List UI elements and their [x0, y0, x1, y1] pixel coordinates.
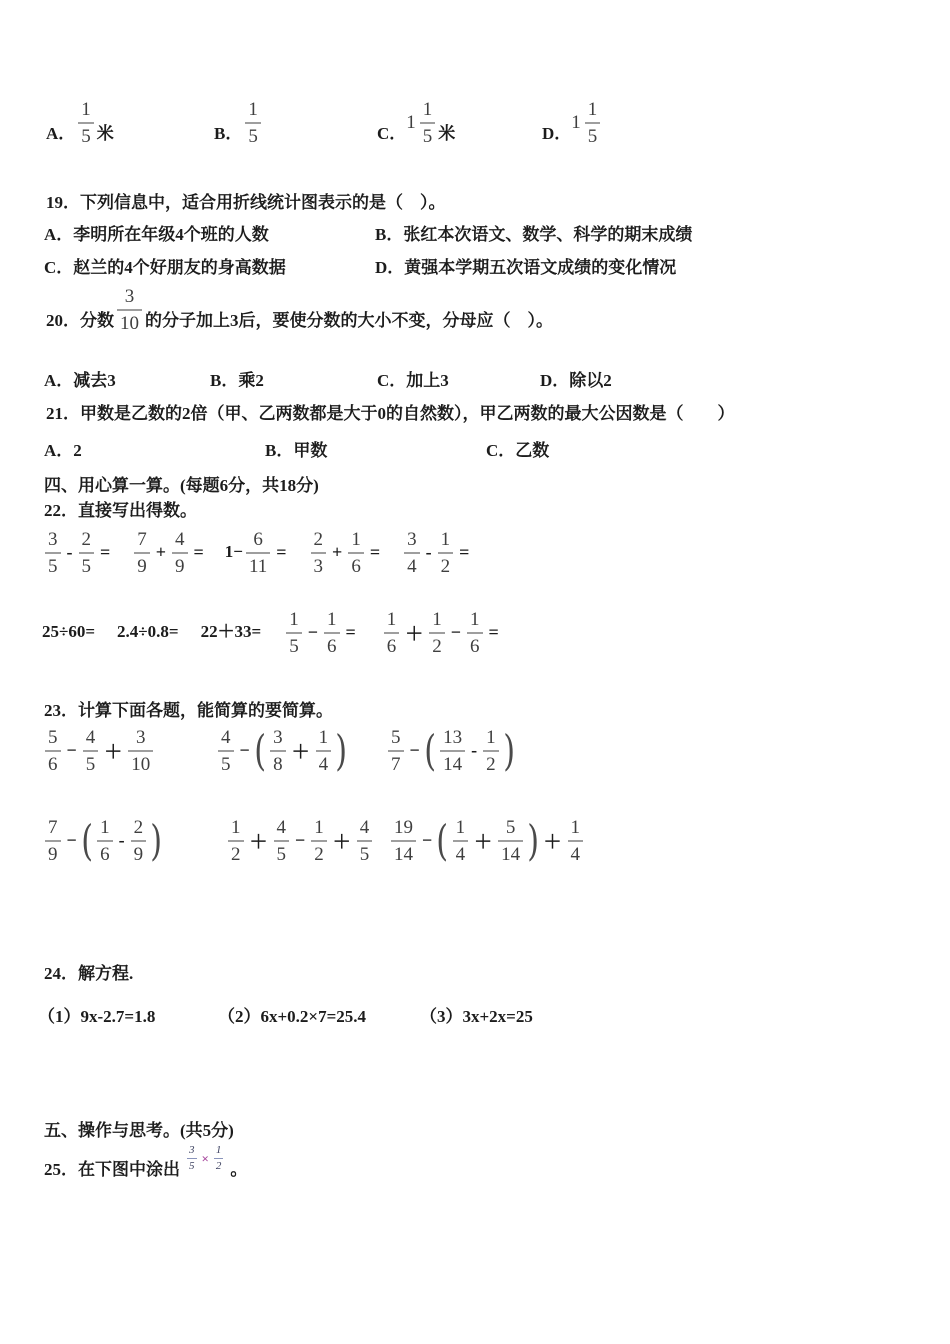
denominator: 10	[120, 312, 139, 334]
fraction	[467, 610, 483, 656]
denominator: 5	[81, 125, 91, 147]
q20-title	[46, 287, 553, 333]
operator: −	[450, 622, 462, 643]
operator: ＋	[291, 741, 310, 762]
denominator: 5	[248, 125, 258, 147]
section-4-heading: 四、用心算一算。(每题6分，共18分)	[44, 476, 319, 495]
parenthesis: (	[424, 725, 436, 775]
denominator: 4	[318, 753, 329, 775]
denominator: 4	[407, 555, 417, 577]
operator: -	[118, 830, 125, 851]
operator: ＋	[474, 831, 493, 852]
q22-expr-6	[42, 621, 95, 644]
q22-expr-9	[283, 610, 359, 656]
denominator: 5	[85, 753, 96, 775]
operator: −	[422, 830, 433, 851]
fraction	[316, 728, 332, 774]
operator: -	[425, 542, 432, 563]
numerator: 19	[394, 817, 413, 838]
q23-expr-5	[225, 818, 375, 864]
q23-expr-6	[388, 815, 586, 865]
numerator: 3	[48, 529, 58, 550]
fraction	[246, 530, 270, 576]
q19-option-a: A．李明所在年级4个班的人数	[44, 225, 269, 244]
denominator: 6	[327, 635, 337, 657]
denominator: 14	[443, 753, 463, 775]
operator: −	[66, 740, 77, 761]
q23-expr-3	[385, 725, 516, 775]
fraction	[117, 287, 142, 333]
parenthesis: )	[527, 815, 540, 865]
fraction	[311, 818, 327, 864]
q22-expr-5	[401, 530, 472, 576]
q18-option-c	[377, 100, 455, 146]
q21-option-c: C．乙数	[486, 441, 550, 460]
fraction	[214, 1145, 224, 1172]
operator: +	[332, 542, 343, 563]
fraction	[384, 610, 400, 656]
numerator: 2	[313, 529, 324, 550]
numerator: 1	[327, 609, 337, 630]
q23-expr-1	[42, 728, 156, 774]
fraction	[270, 728, 286, 774]
fraction	[187, 1145, 197, 1172]
math-text: 25÷60=	[42, 622, 96, 642]
numerator: 5	[48, 727, 58, 748]
parenthesis: (	[81, 815, 93, 865]
times-sign: ×	[201, 1150, 209, 1166]
parenthesis: )	[335, 725, 348, 775]
fraction	[45, 728, 61, 774]
numerator: 1	[100, 817, 110, 838]
q22-line2	[42, 610, 502, 656]
operator: =	[488, 622, 499, 643]
q24-title: 24．解方程.	[44, 964, 134, 983]
q22-expr-1	[42, 530, 113, 576]
math-text: C．	[377, 123, 407, 143]
operator: ＋	[405, 623, 424, 644]
numerator: 1	[314, 817, 324, 838]
parenthesis: )	[150, 815, 163, 865]
q20-option-a: A．减去3	[44, 371, 116, 390]
q18-option-a	[46, 100, 114, 146]
math-text: 1−	[224, 542, 243, 562]
operator: =	[100, 542, 111, 563]
denominator: 2	[440, 555, 451, 577]
q23-expr-4	[42, 815, 164, 865]
operator: =	[193, 542, 204, 563]
q23-title: 23．计算下面各题，能简算的要简算。	[44, 701, 333, 720]
math-text: 2.4÷0.8=	[117, 622, 179, 642]
operator: −	[307, 622, 319, 643]
denominator: 11	[248, 555, 268, 577]
numerator: 4	[276, 817, 286, 838]
q19-title: 19．下列信息中，适合用折线统计图表示的是（ ）。	[46, 193, 446, 212]
fraction	[245, 100, 261, 146]
math-text: 米	[438, 123, 456, 143]
denominator: 9	[133, 843, 144, 865]
denominator: 14	[394, 843, 413, 865]
fraction	[172, 530, 188, 576]
numerator: 4	[221, 727, 231, 748]
numerator: 4	[175, 529, 185, 550]
denominator: 10	[131, 753, 151, 775]
fraction	[131, 818, 147, 864]
q19-option-c: C．赵兰的4个好朋友的身高数据	[44, 258, 286, 277]
numerator: 1	[432, 609, 442, 630]
denominator: 4	[455, 843, 466, 865]
q20-option-b: B．乘2	[210, 371, 264, 390]
fraction	[568, 818, 584, 864]
denominator: 6	[470, 635, 480, 657]
fraction	[429, 610, 445, 656]
q23-expr-2	[215, 725, 349, 775]
fraction	[483, 728, 499, 774]
fraction	[404, 530, 420, 576]
fraction	[453, 818, 469, 864]
numerator: 3	[136, 727, 146, 748]
numerator: 1	[587, 99, 598, 120]
denominator: 2	[231, 843, 241, 865]
math-text: 20．分数	[46, 310, 114, 330]
fraction	[585, 100, 601, 146]
q18-option-d	[542, 100, 603, 146]
parenthesis: (	[254, 725, 266, 775]
numerator: 1	[81, 99, 91, 120]
numerator: 1	[351, 529, 361, 550]
q22-expr-7	[117, 621, 179, 644]
q25-title	[44, 1145, 247, 1182]
operator: =	[459, 542, 470, 563]
math-text: 1	[571, 111, 581, 133]
math-text: B．	[214, 123, 243, 143]
fraction	[79, 530, 95, 576]
q21-title: 21．甲数是乙数的2倍（甲、乙两数都是大于0的自然数），甲乙两数的最大公因数是（ ）	[46, 404, 735, 423]
numerator: 3	[407, 529, 417, 550]
numerator: 6	[253, 529, 263, 550]
q24-equation-2: （2）6x+0.2×7=25.4	[218, 1007, 367, 1026]
operator: ＋	[543, 831, 562, 852]
denominator: 4	[570, 843, 581, 865]
operator: =	[369, 542, 381, 563]
numerator: 4	[85, 727, 96, 748]
denominator: 9	[175, 555, 185, 577]
numerator: 5	[505, 817, 516, 838]
q24-equation-3: （3）3x+2x=25	[420, 1007, 533, 1026]
fraction	[311, 530, 327, 576]
fraction	[228, 818, 244, 864]
numerator: 1	[215, 1144, 222, 1156]
fraction	[45, 818, 61, 864]
fraction	[218, 728, 234, 774]
denominator: 6	[48, 753, 58, 775]
operator: −	[409, 740, 420, 761]
fraction	[83, 728, 99, 774]
denominator: 6	[351, 555, 361, 577]
denominator: 5	[276, 843, 286, 865]
q22-expr-2	[131, 530, 207, 576]
q21-option-b: B．甲数	[265, 441, 328, 460]
denominator: 5	[587, 125, 598, 147]
fraction	[440, 728, 465, 774]
parenthesis: )	[502, 725, 515, 775]
denominator: 5	[422, 125, 433, 147]
operator: ＋	[249, 831, 268, 852]
math-text: A．	[46, 123, 76, 143]
q19-option-d: D．黄强本学期五次语文成绩的变化情况	[375, 258, 677, 277]
operator: −	[66, 830, 77, 851]
numerator: 1	[455, 817, 466, 838]
numerator: 1	[289, 609, 299, 630]
denominator: 6	[100, 843, 110, 865]
numerator: 13	[443, 727, 463, 748]
fraction	[134, 530, 150, 576]
numerator: 4	[359, 817, 370, 838]
operator: -	[66, 542, 73, 563]
q21-option-a: A．2	[44, 441, 82, 460]
fraction	[391, 818, 416, 864]
numerator: 1	[386, 609, 397, 630]
fraction	[274, 818, 290, 864]
denominator: 5	[81, 555, 91, 577]
numerator: 5	[391, 727, 401, 748]
denominator: 2	[314, 843, 324, 865]
denominator: 14	[501, 843, 521, 865]
denominator: 2	[432, 635, 442, 657]
operator: ＋	[104, 741, 123, 762]
q22-expr-3	[225, 530, 290, 576]
q19-option-b: B．张红本次语文、数学、科学的期末成绩	[375, 225, 693, 244]
fraction	[438, 530, 454, 576]
math-text: 的分子加上3后，要使分数的大小不变，分母应（ ）。	[145, 310, 553, 330]
fraction	[388, 728, 404, 774]
operator: =	[345, 622, 356, 643]
denominator: 5	[289, 635, 299, 657]
fraction	[357, 818, 373, 864]
numerator: 1	[248, 99, 258, 120]
denominator: 5	[221, 753, 231, 775]
q22-title: 22．直接写出得数。	[44, 501, 197, 520]
fraction	[78, 100, 94, 146]
fraction	[128, 728, 153, 774]
numerator: 3	[124, 286, 135, 307]
fraction	[498, 818, 523, 864]
q25-colored-expression	[184, 1145, 226, 1172]
math-text: 米	[96, 123, 114, 143]
fraction	[45, 530, 61, 576]
numerator: 1	[318, 727, 329, 748]
fraction	[97, 818, 113, 864]
operator: −	[239, 740, 250, 761]
numerator: 1	[440, 529, 451, 550]
q20-option-c: C．加上3	[377, 371, 449, 390]
denominator: 7	[391, 753, 401, 775]
denominator: 5	[189, 1160, 195, 1172]
section-5-heading: 五、操作与思考。(共5分)	[44, 1121, 234, 1140]
numerator: 2	[133, 817, 144, 838]
denominator: 2	[215, 1160, 222, 1172]
denominator: 6	[386, 635, 397, 657]
operator: −	[295, 830, 306, 851]
numerator: 7	[48, 817, 58, 838]
numerator: 1	[486, 727, 496, 748]
operator: +	[155, 542, 167, 563]
math-text: 22＋33=	[200, 622, 262, 642]
fraction	[286, 610, 302, 656]
q25-prefix: 25．在下图中涂出	[44, 1160, 180, 1180]
q18-option-b	[214, 100, 264, 146]
q22-expr-10	[381, 610, 502, 656]
numerator: 3	[273, 727, 283, 748]
denominator: 9	[137, 555, 147, 577]
math-text: D．	[542, 123, 572, 143]
q22-line1	[42, 530, 472, 576]
q20-option-d: D．除以2	[540, 371, 612, 390]
fraction	[348, 530, 364, 576]
fraction	[324, 610, 340, 656]
numerator: 2	[81, 529, 91, 550]
operator: ＋	[332, 831, 351, 852]
operator: =	[276, 542, 287, 563]
denominator: 9	[48, 843, 58, 865]
numerator: 1	[470, 609, 480, 630]
math-text: 1	[406, 111, 416, 133]
denominator: 8	[273, 753, 283, 775]
fraction	[420, 100, 436, 146]
q24-equation-1: （1）9x-2.7=1.8	[38, 1007, 156, 1026]
numerator: 1	[231, 817, 241, 838]
parenthesis: (	[436, 815, 449, 865]
denominator: 5	[48, 555, 58, 577]
denominator: 2	[486, 753, 496, 775]
q25-suffix: 。	[230, 1160, 248, 1180]
numerator: 1	[422, 99, 433, 120]
denominator: 5	[359, 843, 370, 865]
numerator: 7	[137, 529, 147, 550]
denominator: 3	[313, 555, 324, 577]
q22-expr-4	[308, 530, 384, 576]
q22-expr-8	[201, 621, 262, 644]
numerator: 3	[189, 1144, 195, 1156]
numerator: 1	[570, 817, 581, 838]
operator: -	[471, 740, 478, 761]
